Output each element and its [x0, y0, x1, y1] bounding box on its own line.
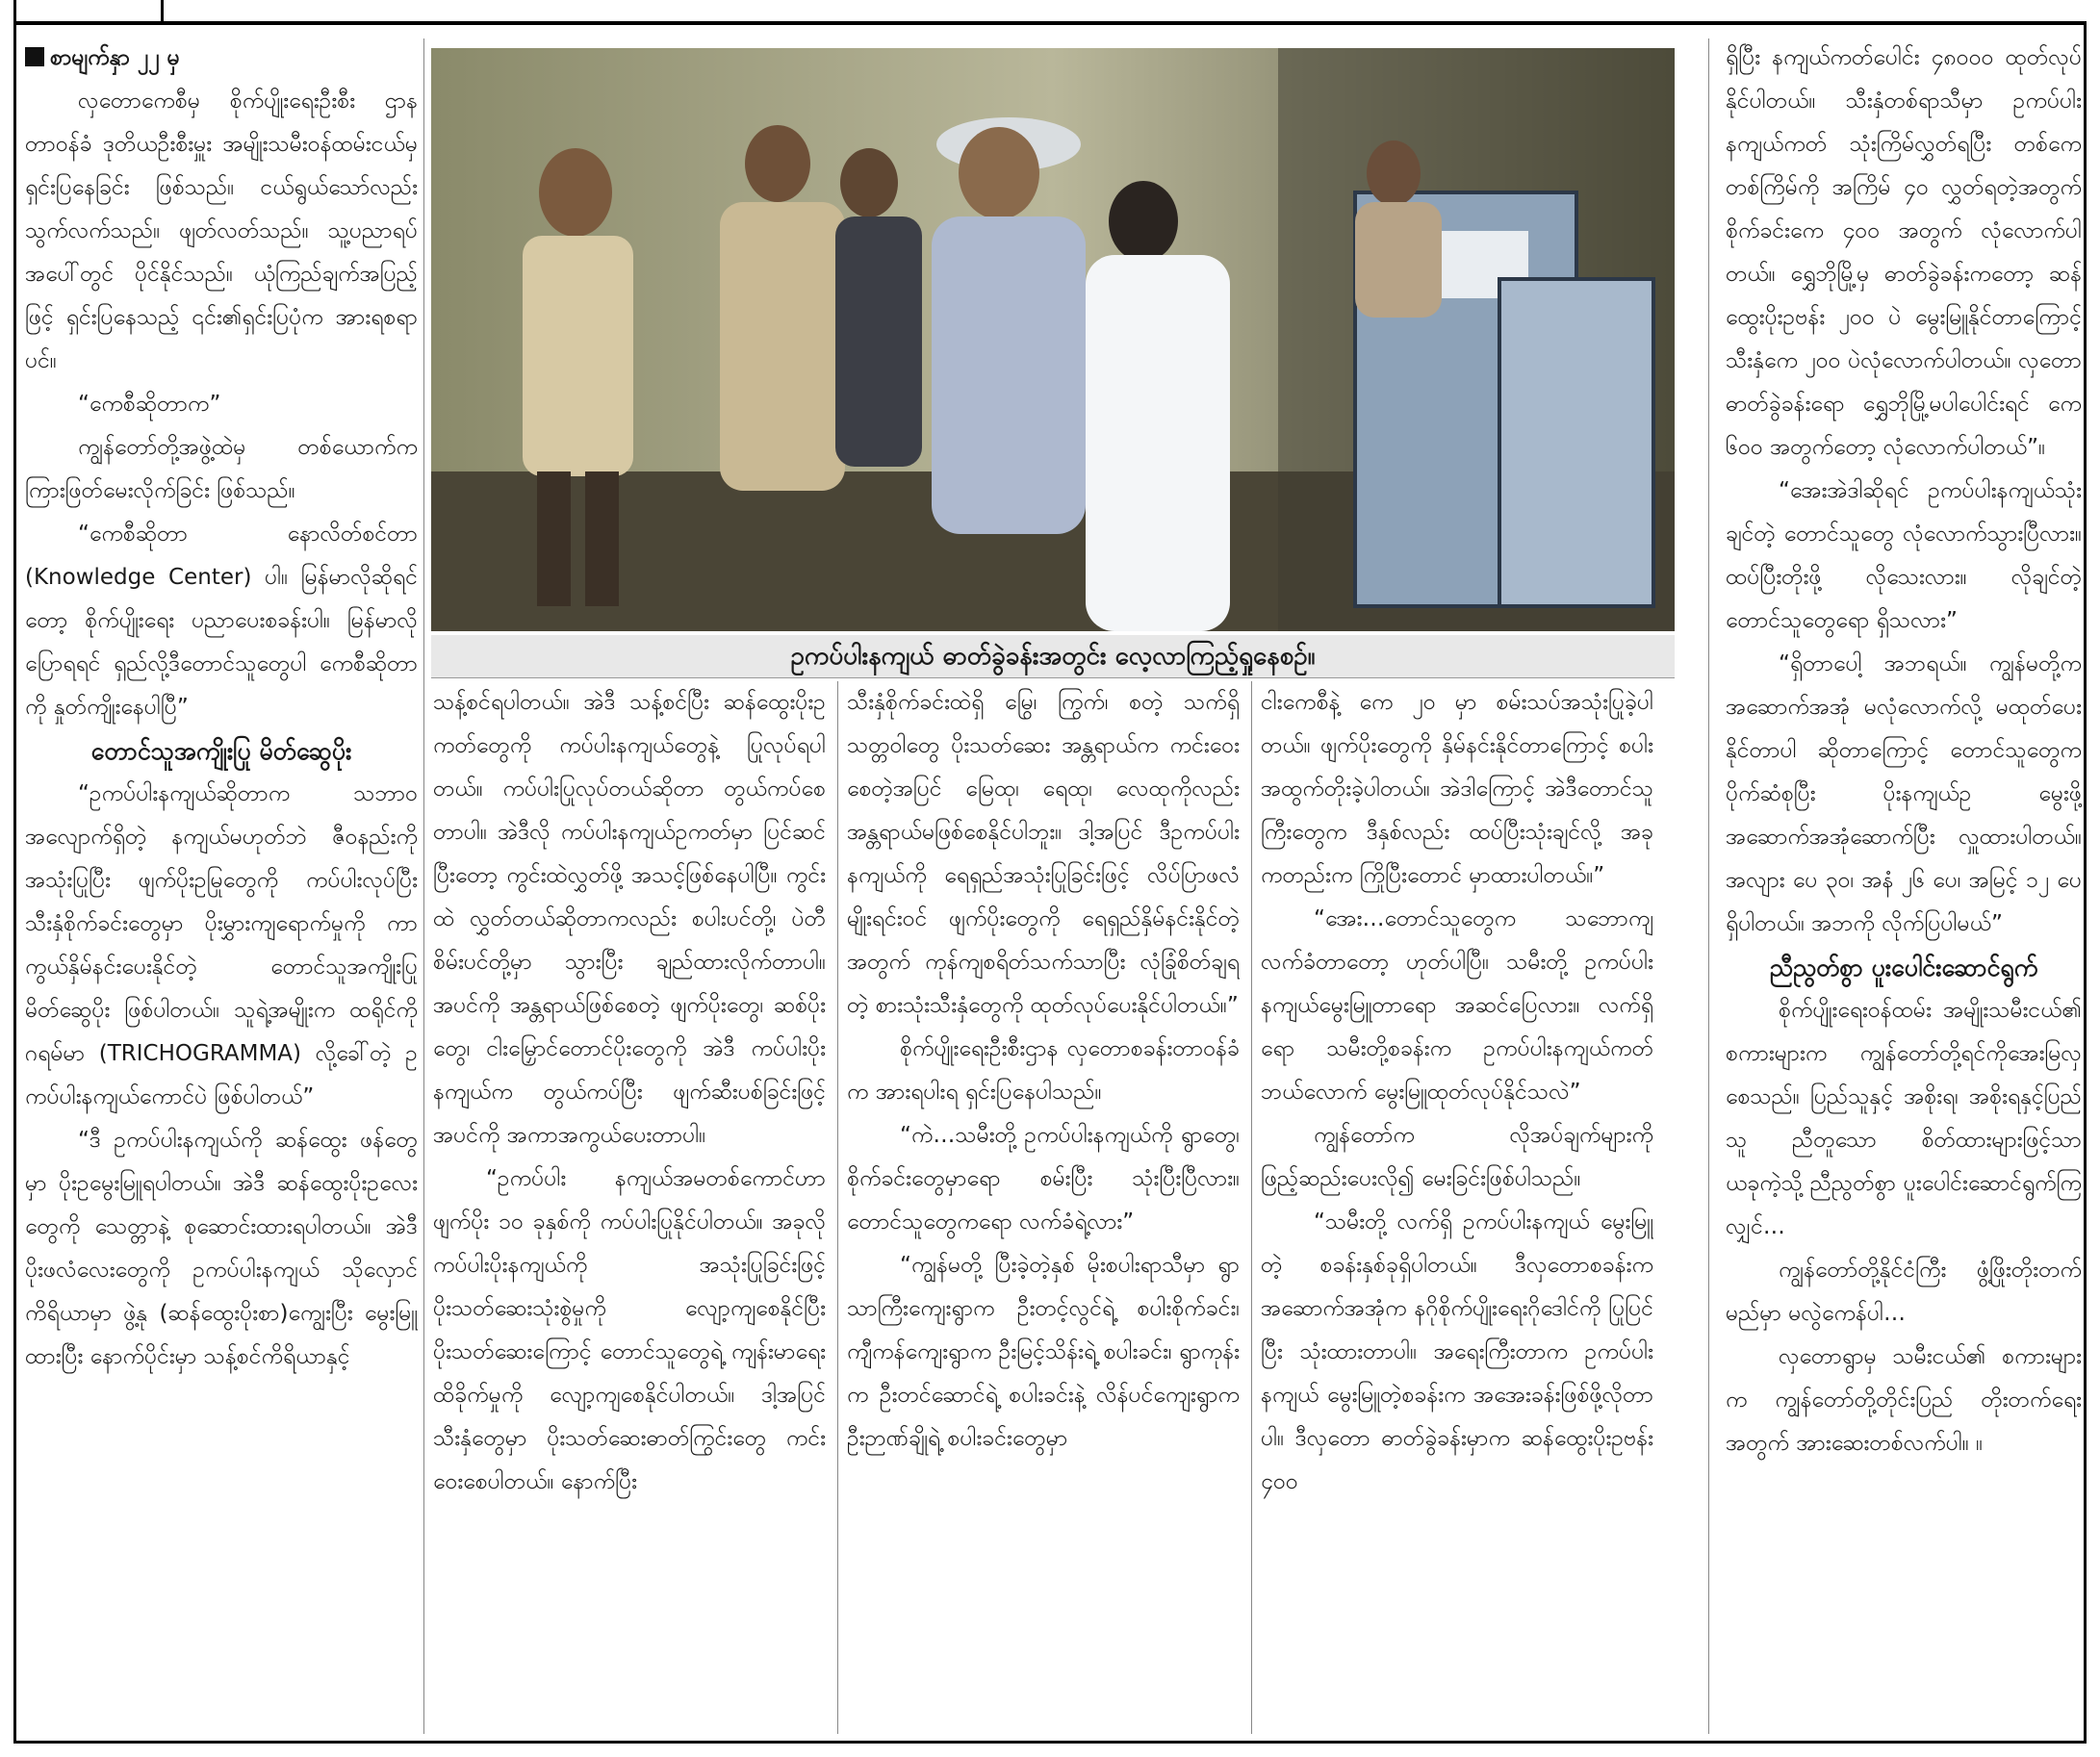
paragraph: “ကျွန်မတို့ ပြီးခဲ့တဲ့နှစ် မိုးစပါးရာသီမှာ ရွာသာကြီးကျေးရွာက ဦးတင့်လွင်ရဲ့ စပါးစိုက်ခင်း၊ ကျီကန်ကျေးရွာက ဦးမြင့်သိန်းရဲ့ စပါးခင်း၊ ရွာကုန်းက ဦးတင်ဆောင်ရဲ့ စပါးခင်းနဲ့ လိန်ပင်ကျေးရွာက ဦးဉာဏ်ချိုရဲ့ စပါးခင်းတွေမှာ	[847, 1253, 1240, 1451]
column-divider	[1708, 38, 1709, 1734]
paragraph: ရှိပြီး နကျယ်ကတ်ပေါင်း ၄၈၀၀၀ ထုတ်လုပ်နိုင်ပါတယ်။ သီးနှံတစ်ရာသီမှာ ဥကပ်ပါး နကျယ်ကတ် သုံးကြိမ်လွှတ်ရပြီး တစ်ကေ တစ်ကြိမ်ကို အကြိမ် ၄၀ လွှတ်ရတဲ့အတွက် စိုက်ခင်းကေ ၄၀၀ အတွက် လုံလောက်ပါတယ်။ ရွှေဘိုမြို့မှ ဓာတ်ခွဲခန်းကတော့ ဆန်ထွေးပိုးဥဗန်း ၂၀၀ ပဲ မွေးမြူနိုင်တာကြောင့် သီးနှံကေ ၂၀၀ ပဲလုံလောက်ပါတယ်။ လှတောဓာတ်ခွဲခန်းရော ရွှေဘိုမြို့မပါပေါင်းရင် ကေ ၆၀၀ အတွက်တော့ လုံလောက်ပါတယ်”။	[1726, 45, 2082, 460]
paragraph: “ရှိတာပေါ့ အဘရယ်။ ကျွန်မတို့က အဆောက်အအုံ မလုံလောက်လို့ မထုတ်ပေးနိုင်တာပါ ဆိုတာကြောင့် တောင်သူတွေက ပိုက်ဆံစုပြီး ပိုးနကျယ်ဥ မွေးဖို့ အဆောက်အအုံဆောက်ပြီး လှူထားပါတယ်။ အလျား ပေ ၃၀၊ အနံ ၂၆ ပေ၊ အမြင့် ၁၂ ပေ ရှိပါတယ်။ အဘကို လိုက်ပြပါမယ်”	[1726, 651, 2082, 936]
column-5	[1726, 37, 2082, 1740]
column-3	[847, 681, 1240, 1740]
black-square-icon	[25, 47, 44, 66]
paragraph: သန့်စင်ရပါတယ်။ အဲဒီ သန့်စင်ပြီး ဆန်ထွေးပိုးဥကတ်တွေကို ကပ်ပါးနကျယ်တွေနဲ့ ပြုလုပ်ရပါတယ်။ ကပ်ပါးပြုလုပ်တယ်ဆိုတာ တွယ်ကပ်စေတာပါ။ အဲဒီလို ကပ်ပါးနကျယ်ဥကတ်မှာ ပြင်ဆင်ပြီးတော့ ကွင်းထဲလွှတ်ဖို့ အသင့်ဖြစ်နေပါပြီ။ ကွင်းထဲ လွှတ်တယ်ဆိုတာကလည်း စပါးပင်တို့၊ ပဲတီစိမ်းပင်တို့မှာ သွားပြီး ချည်ထားလိုက်တာပါ။ အပင်ကို အန္တရာယ်ဖြစ်စေတဲ့ ဖျက်ပိုးတွေ၊ ဆစ်ပိုးတွေ၊ ငါးမြှောင်တောင်ပိုးတွေကို အဲဒီ ကပ်ပါးပိုးနကျယ်က တွယ်ကပ်ပြီး ဖျက်ဆီးပစ်ခြင်းဖြင့် အပင်ကို အကာအကွယ်ပေးတာပါ။	[433, 690, 826, 1148]
column-2	[433, 681, 826, 1740]
photo-caption: ဥကပ်ပါးနကျယ် ဓာတ်ခွဲခန်းအတွင်း လေ့လာကြည့်ရှုနေစဉ်။	[431, 635, 1675, 678]
paragraph: “ကေစီဆိုတာ နောလိတ်စင်တာ (Knowledge Center) ပါ။ မြန်မာလိုဆိုရင်တော့ စိုက်ပျိုးရေး ပညာပေးစခန်းပါ။ မြန်မာလိုပြောရရင် ရှည်လို့ဒီတောင်သူတွေပါ ကေစီဆိုတာကို နှုတ်ကျိုးနေပါပြီ”	[25, 522, 418, 720]
paragraph: “ဥကပ်ပါး နကျယ်အမတစ်ကောင်ဟာ ဖျက်ပိုး ၁၀ ခုနှစ်ကို ကပ်ပါးပြုနိုင်ပါတယ်။ အခုလို ကပ်ပါးပိုးနကျယ်ကို အသုံးပြုခြင်းဖြင့် ပိုးသတ်ဆေးသုံးစွဲမှုကို လျော့ကျစေနိုင်ပြီး ပိုးသတ်ဆေးကြောင့် တောင်သူတွေရဲ့ ကျန်းမာရေးထိခိုက်မှုကို လျော့ကျစေနိုင်ပါတယ်။ ဒါ့အပြင် သီးနှံတွေမှာ ပိုးသတ်ဆေးဓာတ်ကြွင်းတွေ ကင်းဝေးစေပါတယ်။ နောက်ပြီး	[433, 1166, 826, 1494]
paragraph: “ဥကပ်ပါးနကျယ်ဆိုတာက သဘာဝအလျောက်ရှိတဲ့ နကျယ်မဟုတ်ဘဲ ဇီဝနည်းကို အသုံးပြုပြီး ဖျက်ပိုးဥမြုတွေကို ကပ်ပါးလုပ်ပြီး သီးနှံစိုက်ခင်းတွေမှာ ပိုးမွှားကျရောက်မှုကို ကာကွယ်နှိမ်နင်းပေးနိုင်တဲ့ တောင်သူအကျိုးပြု မိတ်ဆွေပိုး ဖြစ်ပါတယ်။ သူရဲ့အမျိုးက ထရိုင်ကို ဂရမ်မာ (TRICHOGRAMMA) လို့ခေါ်တဲ့ ဥကပ်ပါးနကျယ်ကောင်ပဲ ဖြစ်ပါတယ်”	[25, 781, 418, 1109]
paragraph: လှတောကေစီမှ စိုက်ပျိုးရေးဦးစီး ဌာန တာဝန်ခံ ဒုတိယဦးစီးမှူး အမျိုးသမီးဝန်ထမ်းငယ်မှ ရှင်းပြနေခြင်း ဖြစ်သည်။ ငယ်ရွယ်သော်လည်း သွက်လက်သည်။ ဖျတ်လတ်သည်။ သူ့ပညာရပ်အပေါ်တွင် ပိုင်နိုင်သည်။ ယုံကြည်ချက်အပြည့်ဖြင့် ရှင်းပြနေသည့် ၎င်း၏ရှင်းပြပုံက အားရစရာပင်။	[25, 89, 418, 373]
section-heading: ညီညွတ်စွာ ပူးပေါင်းဆောင်ရွက်	[1769, 954, 2038, 981]
section-heading: တောင်သူအကျိုးပြု မိတ်ဆွေပိုး	[90, 737, 352, 765]
column-divider	[837, 681, 838, 1734]
column-1	[25, 37, 418, 1740]
news-photo	[431, 48, 1675, 631]
paragraph: ငါးကေစီနဲ့ ကေ ၂၀ မှာ စမ်းသပ်အသုံးပြုခဲ့ပါတယ်။ ဖျက်ပိုးတွေကို နှိမ်နင်းနိုင်တာကြောင့် စပါးအထွက်တိုးခဲ့ပါတယ်။ အဲဒါကြောင့် အဲဒီတောင်သူကြီးတွေက ဒီနှစ်လည်း ထပ်ပြီးသုံးချင်လို့ အခုကတည်းက ကြိုပြီးတောင် မှာထားပါတယ်။”	[1261, 690, 1653, 888]
lab-visit-photo	[431, 48, 1675, 631]
top-tab-marker	[13, 0, 164, 21]
paragraph: ကျွန်တော်တို့အဖွဲ့ထဲမှ တစ်ယောက်က ကြားဖြတ်မေးလိုက်ခြင်း ဖြစ်သည်။	[25, 435, 418, 503]
column-4	[1261, 681, 1653, 1740]
continuation-label: စာမျက်နှာ ၂၂ မှ	[25, 37, 418, 80]
paragraph: ကျွန်တော်တို့နိုင်ငံကြီး ဖွံ့ဖြိုးတိုးတက်မည်မှာ မလွဲကေန်ပါ…	[1726, 1258, 2082, 1326]
column-divider	[423, 38, 424, 1734]
paragraph: “ဒီ ဥကပ်ပါးနကျယ်ကို ဆန်ထွေး ဖန်တွေမှာ ပိုးဥမွေးမြူရပါတယ်။ အဲဒီ ဆန်ထွေးပိုးဥလေးတွေကို သေတ္တာနဲ့ စုဆောင်းထားရပါတယ်။ အဲဒီ ပိုးဖလံလေးတွေကို ဥကပ်ပါးနကျယ် သိုလှောင်ကိရိယာမှာ ဖွဲ့နု (ဆန်ထွေးပိုးစာ)ကျွေးပြီး မွေးမြူထားပြီး နောက်ပိုင်းမှာ သန့်စင်ကိရိယာနှင့်	[25, 1128, 418, 1369]
paragraph: “ကဲ…သမီးတို့ ဥကပ်ပါးနကျယ်ကို ရွာတွေ၊ စိုက်ခင်းတွေမှာရော စမ်းပြီး သုံးပြီးပြီလား။ တောင်သူတွေကရော လက်ခံရဲ့လား”	[847, 1123, 1240, 1235]
paragraph: “သမီးတို့ လက်ရှိ ဥကပ်ပါးနကျယ် မွေးမြူတဲ့ စခန်းနှစ်ခုရှိပါတယ်။ ဒီလှတောစခန်းက အဆောက်အအုံက နဂိုစိုက်ပျိုးရေးဂိုဒေါင်ကို ပြုပြင်ပြီး သုံးထားတာပါ။ အရေးကြီးတာက ဥကပ်ပါးနကျယ် မွေးမြူတဲ့စခန်းက အအေးခန်းဖြစ်ဖို့လိုတာပါ။ ဒီလှတော ဓာတ်ခွဲခန်းမှာက ဆန်ထွေးပိုးဥဗန်း ၄၀၀	[1261, 1210, 1653, 1494]
paragraph: ကျွန်တော်က လိုအပ်ချက်များကို ဖြည့်ဆည်းပေးလို၍ မေးခြင်းဖြစ်ပါသည်။	[1261, 1123, 1653, 1191]
paragraph: သီးနှံစိုက်ခင်းထဲရှိ မြွေ၊ ကြွက်၊ စတဲ့ သက်ရှိသတ္တဝါတွေ ပိုးသတ်ဆေး အန္တရာယ်က ကင်းဝေးစေတဲ့အပြင် မြေထု၊ ရေထု၊ လေထုကိုလည်း အန္တရာယ်မဖြစ်စေနိုင်ပါဘူး။ ဒါ့အပြင် ဒီဥကပ်ပါးနကျယ်ကို ရေရှည်အသုံးပြုခြင်းဖြင့် လိပ်ပြာဖလံမျိုးရင်းဝင် ဖျက်ပိုးတွေကို ရေရှည်နှိမ်နင်းနိုင်တဲ့အတွက် ကုန်ကျစရိတ်သက်သာပြီး လုံခြုံစိတ်ချရတဲ့ စားသုံးသီးနှံတွေကို ထုတ်လုပ်ပေးနိုင်ပါတယ်။”	[847, 690, 1240, 1018]
paragraph: “အေးအဲဒါဆိုရင် ဥကပ်ပါးနကျယ်သုံးချင်တဲ့ တောင်သူတွေ လုံလောက်သွားပြီလား။ ထပ်ပြီးတိုးဖို့ လိုသေးလား။ လိုချင်တဲ့ တောင်သူတွေရော ရှိသလား”	[1726, 478, 2082, 633]
paragraph: “ကေစီဆိုတာက”	[78, 392, 221, 417]
paragraph: “အေး…တောင်သူတွေက သဘောကျလက်ခံတာတော့ ဟုတ်ပါပြီ။ သမီးတို့ ဥကပ်ပါးနကျယ်မွေးမြူတာရော အဆင်ပြေလား။ လက်ရှိရော သမီးတို့စခန်းက ဥကပ်ပါးနကျယ်ကတ် ဘယ်လောက် မွေးမြူထုတ်လုပ်နိုင်သလဲ”	[1261, 906, 1653, 1105]
paragraph: စိုက်ပျိုးရေးဦးစီးဌာန လှတောစခန်းတာဝန်ခံက အားရပါးရ ရှင်းပြနေပါသည်။	[847, 1036, 1240, 1105]
column-divider	[1251, 681, 1252, 1734]
paragraph: စိုက်ပျိုးရေးဝန်ထမ်း အမျိုးသမီးငယ်၏ စကားများက ကျွန်တော်တို့ရင်ကိုအေးမြလှစေသည်။ ပြည်သူနှင့် အစိုးရ၊ အစိုးရနှင့်ပြည်သူ ညီတူသော စိတ်ထားများဖြင့်သာ ယခုကဲ့သို့ ညီညွတ်စွာ ပူးပေါင်းဆောင်ရွက်ကြလျှင်…	[1726, 998, 2082, 1239]
paragraph: လှတောရွာမှ သမီးငယ်၏ စကားများက ကျွန်တော်တို့တိုင်းပြည် တိုးတက်ရေးအတွက် အားဆေးတစ်လက်ပါ။ ။	[1726, 1344, 2082, 1456]
